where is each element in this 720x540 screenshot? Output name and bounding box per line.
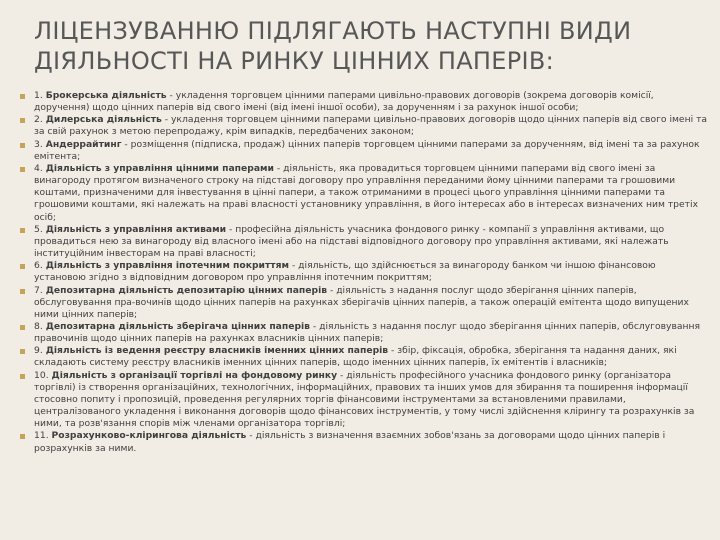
square-bullet-icon (20, 434, 25, 439)
item-term: Діяльність з управління активами (45, 223, 227, 235)
item-term: Діяльність із ведення реєстру власників іменних цінних паперів (45, 345, 389, 357)
list-item (20, 430, 710, 454)
list-item (20, 321, 710, 345)
item-text: - діяльність, що здійснюється за винагороду банком чи іншою фінансовою установою згідно з відповідним договором про управління іпотечним покриттям; (34, 260, 656, 284)
item-text: - збір, фіксація, обробка, зберігання та надання даних, які складають систему реєстру власників іменних цінних паперів, щодо іменних цінних паперів, їх емітентів і власників; (34, 345, 677, 369)
item-number: 10. (34, 369, 49, 381)
square-bullet-icon (20, 289, 25, 294)
item-number: 9. (34, 345, 43, 357)
item-term: Дилерська діяльність (45, 114, 162, 126)
item-text: - укладення торговцем цінними паперами цивільно-правових договорів (зокрема договорів комісії, доручення) щодо цінних паперів від свого імені (від імені іншої особи), за дорученням і за рахунок іншої особи; (34, 90, 654, 114)
list-item (20, 224, 710, 260)
square-bullet-icon (20, 264, 25, 269)
list-item (20, 345, 710, 369)
item-number: 8. (34, 320, 43, 332)
list-item (20, 260, 710, 284)
list-item (20, 139, 710, 163)
slide-title: ЛІЦЕНЗУВАННЮ ПІДЛЯГАЮТЬ НАСТУПНІ ВИДИ ДІЯЛЬНОСТІ НА РИНКУ ЦІННИХ ПАПЕРІВ: (34, 17, 632, 75)
item-term: Розрахунково-клірингова діяльність (51, 430, 247, 442)
item-text: - діяльність професійного учасника фондового ринку (організатора торгівлі) із створення організаційних, технологічних, інформаційних, правових та інших умов для збирання та поширення інформації стосовно попиту і пропозицій, проведення регулярних торгів фінансовими інструментами за встановленими правилами, централізованого укладення і виконання договорів щодо фінансових інструментів, у тому числі здійснення клірингу та розрахунків за ними, та розв'язання спорів між членами організатора торгівлі; (34, 369, 695, 430)
item-term: Діяльність з організації торгівлі на фондовому ринку (51, 369, 338, 381)
square-bullet-icon (20, 325, 25, 330)
item-term: Діяльність з управління іпотечним покриттям (45, 260, 290, 272)
item-number: 5. (34, 223, 43, 235)
square-bullet-icon (20, 349, 25, 354)
item-term: Діяльність з управління цінними паперами (45, 162, 274, 174)
item-term: Брокерська діяльність (45, 90, 167, 101)
list-item (20, 90, 710, 114)
item-number: 3. (34, 138, 43, 150)
item-text: - діяльність з надання послуг щодо зберігання цінних паперів, обслуговування правочинів щодо цінних паперів на рахунках власників цінних паперів; (34, 320, 701, 345)
activities-list (20, 90, 710, 455)
item-term: Депозитарна діяльність зберігача цінних паперів (45, 320, 310, 332)
list-item (20, 163, 710, 224)
item-text: - діяльність з визначення взаємних зобов'язань за договорами щодо цінних паперів і розрахунків за ними. (34, 430, 666, 454)
item-text: - професійна діяльність учасника фондового ринку - компанії з управління активами, що провадиться нею за винагороду від власного імені або на підставі відповідного договору про управління активами, які належать інституційним інвесторам на праві власності; (34, 223, 669, 260)
item-text: - діяльність, яка провадиться торговцем цінними паперами від свого імені за винагороду протягом визначеного строку на підставі договору про управління переданими йому цінними паперами та грошовими коштами, призначеними для інвестування в цінні папери, а також отриманими в процесі цього управління цінними паперами та грошовими коштами, які належать на праві власності установнику управління, в його інтересах або в інтересах визначених ним третіх осіб; (34, 162, 699, 223)
square-bullet-icon (20, 94, 25, 99)
item-text: - діяльність з надання послуг щодо зберігання цінних паперів, обслуговування пра-вочинів щодо цінних паперів на рахунках зберігачів цінних паперів, а також операцій емітента щодо випущених ними цінних паперів; (34, 284, 689, 320)
item-number: 6. (34, 260, 43, 272)
list-item (20, 285, 710, 321)
square-bullet-icon (20, 143, 25, 148)
list-item (20, 114, 710, 138)
square-bullet-icon (20, 118, 25, 123)
item-term: Андеррайтинг (45, 138, 122, 150)
item-number: 4. (34, 162, 43, 174)
item-number: 1. (34, 90, 43, 101)
item-text: - розміщення (підписка, продаж) цінних паперів торговцем цінними паперами за дорученням, від імені та за рахунок емітента; (34, 138, 700, 162)
item-number: 11. (34, 430, 49, 442)
item-term: Депозитарна діяльність депозитарію цінних паперів (45, 284, 328, 296)
item-number: 7. (34, 284, 43, 296)
item-number: 2. (34, 114, 43, 126)
item-text: - укладення торговцем цінними паперами цивільно-правових договорів щодо цінних паперів від свого імені та за свій рахунок з метою перепродажу, крім випадків, передбачених законом; (34, 114, 708, 138)
square-bullet-icon (20, 167, 25, 172)
list-item (20, 370, 710, 431)
square-bullet-icon (20, 228, 25, 233)
square-bullet-icon (20, 374, 25, 379)
